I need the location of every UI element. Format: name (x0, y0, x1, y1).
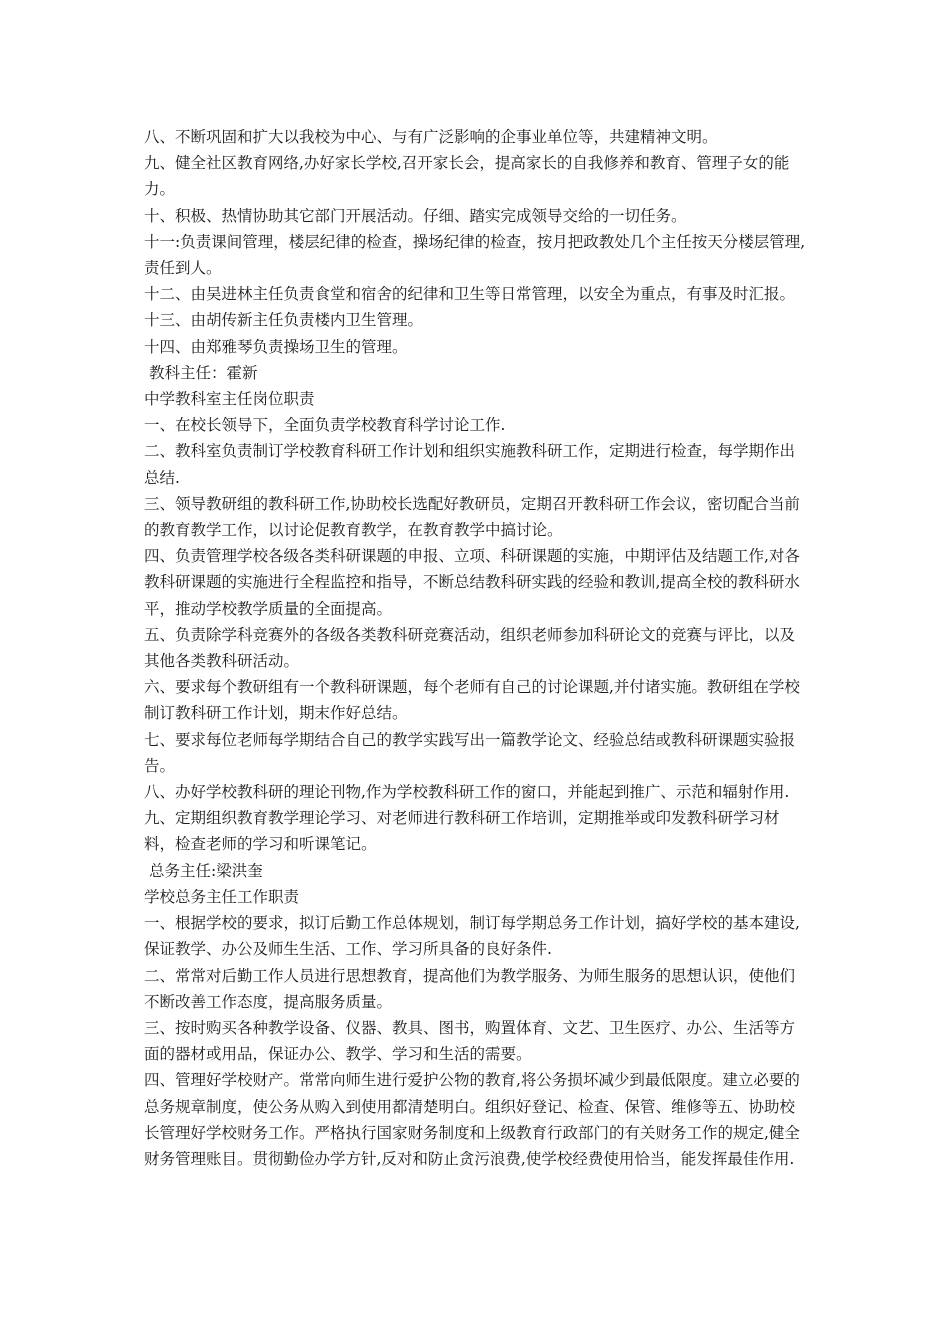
duty-item: 八、不断巩固和扩大以我校为中心、与有广泛影响的企事业单位等，共建精神文明。 (144, 128, 718, 146)
duty-item: 二、教科室负责制订学校教育科研工作计划和组织实施教科研工作，定期进行检查，每学期作出总结. (144, 442, 796, 487)
duty-item: 七、要求每位老师每学期结合自己的教学实践写出一篇教学论文、经验总结或教科研课题实验报告。 (144, 730, 796, 775)
duty-item: 三、领导教研组的教科研工作,协助校长选配好教研员，定期召开教科研工作会议，密切配合当前的教育教学工作，以讨论促教育教学，在教育教学中搞讨论。 (144, 494, 800, 540)
document-body (144, 124, 810, 1172)
section-director-name: 总务主任:梁洪奎 (149, 861, 263, 880)
duty-item: 十四、由郑雅琴负责操场卫生的管理。 (144, 337, 408, 356)
duty-item: 四、负责管理学校各级各类科研课题的申报、立项、科研课题的实施，中期评估及结题工作,对各教科研课题的实施进行全程监控和指导，不断总结教科研实践的经验和教训,提高全校的教科研水平，推动学校教学质量的全面提高。 (144, 547, 800, 618)
duty-item: 九、健全社区教育网络,办好家长学校,召开家长会，提高家长的自我修养和教育、管理子女的能力。 (144, 154, 790, 199)
duty-item: 一、在校长领导下，全面负责学校教育科学讨论工作. (144, 416, 506, 435)
duty-item: 八、办好学校教科研的理论刊物,作为学校教科研工作的窗口，并能起到推广、示范和辐射作用. (144, 783, 790, 802)
section-director-name: 教科主任：霍新 (149, 363, 258, 382)
section-heading: 中学教科室主任岗位职责 (144, 390, 315, 409)
duty-item: 十一:负责课间管理，楼层纪律的检查，操场纪律的检查，按月把政教处几个主任按天分楼层管理,责任到人。 (144, 232, 806, 278)
duty-item: 十、积极、热情协助其它部门开展活动。仔细、踏实完成领导交给的一切任务。 (144, 206, 687, 225)
duty-item: 十三、由胡传新主任负责楼内卫生管理。 (144, 311, 424, 330)
duty-item: 十二、由吴进林主任负责食堂和宿舍的纪律和卫生等日常管理，以安全为重点，有事及时汇报。 (144, 285, 796, 304)
duty-item: 四、管理好学校财产。常常向师生进行爱护公物的教育,将公务损坏减少到最低限度。建立必要的总务规章制度，使公务从购入到使用都清楚明白。组织好登记、检查、保管、维修等五、协助校长管理好学校财务工作。严格执行国家财务制度和上级教育行政部门的有关财务工作的规定,健全财务管理账目。贯彻勤俭办学方针,反对和防止贪污浪费,使学校经费使用恰当，能发挥最佳作用. (144, 1071, 800, 1168)
duty-item: 一、根据学校的要求，拟订后勤工作总体规划，制订每学期总务工作计划，搞好学校的基本建设,保证教学、办公及师生生活、工作、学习所具备的良好条件. (144, 914, 800, 959)
duty-item: 六、要求每个教研组有一个教科研课题，每个老师有自己的讨论课题,并付诸实施。教研组在学校制订教科研工作计划，期末作好总结。 (144, 678, 800, 723)
duty-item: 三、按时购买各种教学设备、仪器、教具、图书，购置体育、文艺、卫生医疗、办公、生活等方面的器材或用品，保证办公、教学、学习和生活的需要。 (144, 1018, 796, 1064)
duty-item: 二、常常对后勤工作人员进行思想教育，提高他们为教学服务、为师生服务的思想认识，使他们不断改善工作态度，提高服务质量。 (144, 966, 796, 1011)
duty-item: 九、定期组织教育教学理论学习、对老师进行教科研工作培训，定期推举或印发教科研学习材料，检查老师的学习和听课笔记。 (144, 809, 780, 854)
section-heading: 学校总务主任工作职责 (144, 887, 300, 906)
duty-item: 五、负责除学科竞赛外的各级各类教科研竞赛活动，组织老师参加科研论文的竞赛与评比，以及其他各类教科研活动。 (144, 625, 796, 671)
